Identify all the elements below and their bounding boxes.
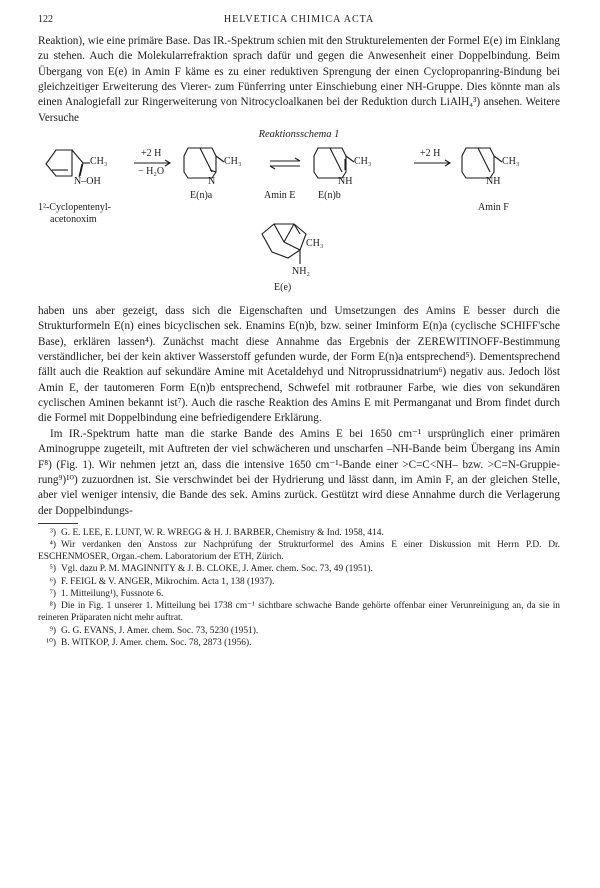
footnote-rule (38, 523, 78, 524)
equilibrium-arrows (270, 158, 300, 169)
journal-title: HELVETICA CHIMICA ACTA (223, 14, 375, 25)
step1-byproduct: − H₂O (138, 166, 165, 178)
footnotes (38, 527, 560, 649)
label-enb: E(n)b (318, 190, 341, 202)
molecule-ena (184, 148, 224, 178)
n-label: N (208, 176, 216, 188)
step2-reagent: +2 H (420, 148, 441, 160)
footnote: ⁶) F. FEIGL & V. ANGER, Mikrochim. Acta 1, 138 (1937). (49, 576, 275, 587)
start-label-line-2: acetonoxim (50, 214, 97, 226)
ch3-label-2: CH₃ (224, 156, 242, 168)
footnote: ⁹) G. G. EVANS, J. Amer. chem. Soc. 73, 5230 (1951). (49, 625, 259, 636)
paragraph-3-part-b: rung⁹)¹⁰) zuzuordnen ist. Sie verschwindet bei der Hydrierung und lässt dann, im Amin F, an der gleichen Stelle, aber viel weniger intensiv, die Bande des sek. Amins zurück. Gestützt wird diese Annahme durch die Verlagerung der Doppelbindungs- (38, 473, 560, 517)
ch3-label-1: CH₃ (90, 156, 108, 168)
molecule-enb (314, 148, 354, 178)
nh2-label: NH₂ (292, 266, 310, 278)
footnote: ⁸) Die in Fig. 1 unserer 1. Mitteilung bei 1738 cm⁻¹ sichtbare schwache Bande gehörte offenbar einer Verunreinigung an, da sie in reineren Präparaten nicht mehr auftrat. (38, 601, 560, 624)
imine-group: >C=N-Gruppie- (487, 458, 560, 471)
label-amin-e: Amin E (264, 190, 296, 202)
footnote: ⁷) 1. Mitteilung¹), Fussnote 6. (49, 588, 164, 599)
start-label-line-1: 1²-Cyclopentenyl- (38, 202, 111, 214)
ch3-label-4: CH₃ (502, 156, 520, 168)
page (38, 14, 560, 649)
reaction-scheme (38, 126, 560, 362)
ch3-label-5: CH₃ (306, 238, 324, 250)
paragraph-3-bzw: bzw. (462, 458, 484, 471)
noh-label: N–OH (74, 176, 101, 188)
reaction-scheme-drawing (38, 126, 560, 362)
paragraph-3-part-a: Im IR.-Spektrum hatte man die starke Bande des Amins E bei 1650 cm⁻¹ ursprünglich einer primären Aminogruppe zugeteilt, mit Auftreten der viel schwächeren und unscharfen –NH-Bande beim Übergang ins Amin F⁸) (Fig. 1). Wir nehmen jetzt an, dass die intensive 1650 cm⁻¹-Bande einer (38, 427, 560, 471)
label-amin-f: Amin F (478, 202, 509, 214)
scheme-title: Reaktionsschema 1 (258, 129, 340, 141)
molecule-ee (262, 224, 306, 264)
molecule-amin-f (462, 148, 502, 178)
label-ena: E(n)a (190, 190, 213, 202)
footnote: ¹⁰) B. WITKOP, J. Amer. chem. Soc. 78, 2873 (1956). (46, 637, 252, 648)
arrow-step-2 (414, 160, 450, 166)
paragraph-2: haben uns aber gezeigt, dass sich die Eigenschaften und Umsetzungen des Amins E besser durch die Strukturformeln E(n) eines bicyclischen sek. Enamins E(n)b, bzw. seiner Iminform E(n)a (cyclische SCHIFF'sche Base), erklären lassen⁴). Zunächst macht diese Annahme das Ergebnis der ZEREWITINOFF-Bestimmung verständlicher, bei der kein aktiver Wasserstoff gefunden wurde, der Form E(n)a entsprechend⁵). Dementsprechend fällt auch die Reaktion auf sekundäre Amine mit Acetaldehyd und Nitroprussidnatrium⁶) negativ aus. Jedoch löst Amin E, der tautomeren Form E(n)b entsprechend, Schwefel mit rotbrauner Farbe, wie dies von sekundären cyclischen Aminen bekannt ist⁷). Auch die rasche Reaktion des Amins E mit Permanganat und Brom findet durch die Formel mit Doppelbindung eine befriedigendere Erklärung. (38, 305, 560, 425)
page-number: 122 (38, 14, 53, 25)
running-header (38, 14, 560, 34)
step1-reagent: +2 H (141, 148, 162, 160)
molecule-cyclopentenyl-acetonoxime (46, 150, 90, 177)
footnote: ³) G. E. LEE, E. LUNT, W. R. WREGG & H. J. BARBER, Chemistry & Ind. 1958, 414. (50, 527, 384, 538)
footnote: ⁵) Vgl. dazu P. M. MAGINNITY & J. B. CLOKE, J. Amer. chem. Soc. 73, 49 (1951). (49, 564, 373, 575)
ch3-label-3: CH₃ (354, 156, 372, 168)
paragraph-3 (38, 427, 560, 519)
paragraph-1: Reaktion), wie eine primäre Base. Das IR.-Spektrum schien mit den Strukturelementen der Formel E(e) im Einklang zu stehen. Auch die Molekularrefraktion sprach dafür und gegen die Anwesenheit einer Doppelbindung. Beim Übergang von E(e) in Amin F käme es zu einer reduktiven Sprengung der einen Cyclopropanring-Bindung bei gleichzeitiger Erweiterung des Vierer- zum Fünferring unter Einschiebung einer NH-Gruppe. Dies könnte man als einen Analogiefall zur Ringerweiterung von Nitrocycloalkanen bei der Reduktion durch LiAlH₄³) ansehen. Weitere Versuche (38, 35, 560, 124)
nh-label-1: NH (338, 176, 353, 188)
footnote: ⁴) Wir verdanken den Anstoss zur Nachprüfung der Strukturformel des Amins E einer Diskussion mit Herrn P.D. Dr. ESCHENMOSER, Organ.-chem. Laboratorium der ETH, Zürich. (38, 540, 560, 563)
nh-label-2: NH (486, 176, 501, 188)
label-ee: E(e) (274, 282, 292, 294)
enamine-group: >C=C<NH– (402, 458, 458, 471)
